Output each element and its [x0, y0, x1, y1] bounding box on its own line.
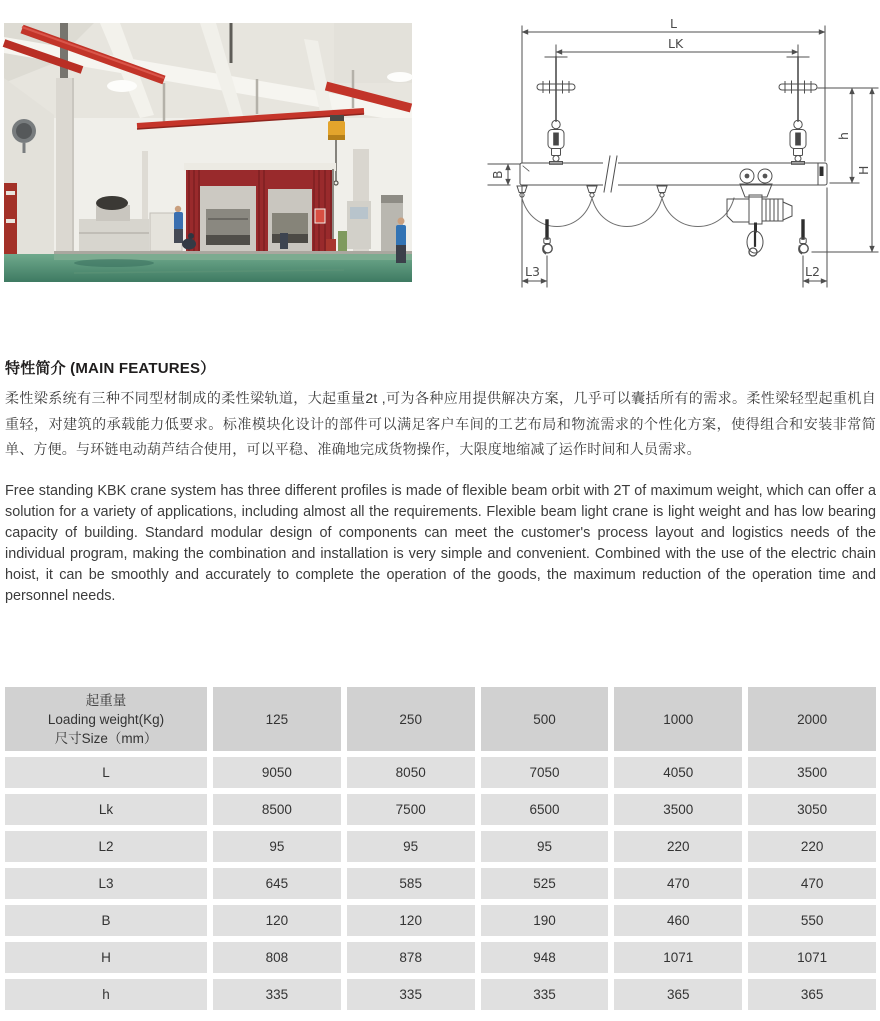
table-corner-header [5, 687, 207, 751]
dim-label-L: L [670, 16, 677, 31]
table-value-cell: 8050 [347, 757, 475, 788]
dimension-L3 [522, 264, 547, 281]
table-value-cell: 585 [347, 868, 475, 899]
table-value-cell: 7050 [481, 757, 609, 788]
table-value-cell: 95 [481, 831, 609, 862]
dimension-h [836, 88, 852, 183]
table-value-cell: 365 [748, 979, 876, 1010]
table-row-label: h [5, 979, 207, 1010]
dimension-L [522, 16, 825, 32]
dim-label-LK: LK [668, 36, 684, 51]
table-value-cell: 95 [347, 831, 475, 862]
crane-diagram-drawing [490, 10, 880, 300]
table-value-cell: 220 [614, 831, 742, 862]
table-row-label: H [5, 942, 207, 973]
table-value-cell: 878 [347, 942, 475, 973]
photo-curtains [184, 163, 336, 252]
table-value-cell: 3500 [748, 757, 876, 788]
table-value-cell: 3050 [748, 794, 876, 825]
table-header-load: 2000 [748, 687, 876, 751]
festoon-cable [517, 186, 734, 227]
table-value-cell: 645 [213, 868, 341, 899]
table-value-cell: 335 [481, 979, 609, 1010]
crane-photo [4, 23, 412, 282]
table-value-cell: 460 [614, 905, 742, 936]
dimension-LK [556, 36, 798, 52]
table-header-load: 1000 [614, 687, 742, 751]
spec-table [5, 687, 876, 1010]
corner-header-line: 起重量 [85, 692, 127, 708]
table-header-load: 125 [213, 687, 341, 751]
dim-label-L3: L3 [525, 264, 540, 279]
dimension-B [490, 164, 508, 185]
features-heading: 特性简介 (MAIN FEATURES） [5, 360, 216, 377]
photo-floor [4, 251, 412, 282]
table-value-cell: 470 [614, 868, 742, 899]
table-value-cell: 550 [748, 905, 876, 936]
corner-header-line: Loading weight(Kg) [47, 711, 165, 727]
dim-label-B: B [490, 170, 505, 179]
suspension-left [537, 57, 575, 164]
table-value-cell: 335 [347, 979, 475, 1010]
table-value-cell: 948 [481, 942, 609, 973]
hook-right [799, 221, 808, 254]
table-value-cell: 6500 [481, 794, 609, 825]
table-value-cell: 525 [481, 868, 609, 899]
corner-header-line: 尺寸Size（mm） [54, 730, 158, 746]
table-header-load: 250 [347, 687, 475, 751]
dimension-L2 [803, 264, 827, 281]
table-row-label: L2 [5, 831, 207, 862]
crane-diagram [490, 10, 880, 300]
dimension-H [856, 88, 872, 252]
table-row-label: Lk [5, 794, 207, 825]
table-value-cell: 365 [614, 979, 742, 1010]
table-value-cell: 9050 [213, 757, 341, 788]
dim-label-H: H [856, 165, 871, 175]
suspension-right [779, 57, 817, 164]
table-header-load: 500 [481, 687, 609, 751]
table-row-label: L3 [5, 868, 207, 899]
table-value-cell: 7500 [347, 794, 475, 825]
table-value-cell: 120 [347, 905, 475, 936]
table-value-cell: 95 [213, 831, 341, 862]
table-value-cell: 470 [748, 868, 876, 899]
extension-lines [488, 26, 878, 287]
flexible-beam [520, 156, 827, 192]
table-row-label: B [5, 905, 207, 936]
table-value-cell: 335 [213, 979, 341, 1010]
features-paragraph-en: Free standing KBK crane system has three different profiles is made of flexible beam orbit with 2T of maximum weight, which can offer a solution for a variety of applications, including almost all the requirements. Flexible beam light crane is light weight and has low bearing capacity of building. Standard modular design of components can meet the customer's process layout and logistics needs of the individual program, making the combination and installation is very simple and convenient. Combined with the use of the electric chain hoist, it can be smoothly and accurately to complete the operation of the goods, the maximum reduction of the operation time and personnel needs. [5, 483, 876, 604]
features-paragraph-zh: 柔性梁系统有三种不同型材制成的柔性梁轨道，大起重量2t ,可为各种应用提供解决方案，几乎可以囊括所有的需求。柔性梁轻型起重机自重轻，对建筑的承载能力低要求。标准模块化设计的部件可以满足客户车间的工艺布局和物流需求的个性化方案，使得组合和安装非常简单、方便。与环链电动葫芦结合使用，可以平稳、准确地完成货物操作，大限度地缩减了运作时间和人员需求。 [5, 390, 876, 457]
table-value-cell: 1071 [614, 942, 742, 973]
table-value-cell: 3500 [614, 794, 742, 825]
table-value-cell: 8500 [213, 794, 341, 825]
dim-label-h: h [836, 132, 851, 140]
table-value-cell: 808 [213, 942, 341, 973]
dim-label-L2: L2 [805, 264, 820, 279]
table-value-cell: 1071 [748, 942, 876, 973]
crane-photo-illustration [4, 23, 412, 282]
table-row-label: L [5, 757, 207, 788]
table-value-cell: 190 [481, 905, 609, 936]
table-value-cell: 4050 [614, 757, 742, 788]
table-value-cell: 220 [748, 831, 876, 862]
table-value-cell: 120 [213, 905, 341, 936]
